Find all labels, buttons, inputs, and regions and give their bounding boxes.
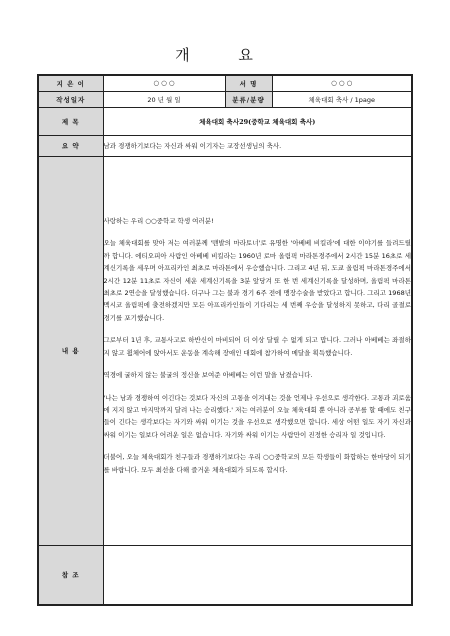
date-row bbox=[38, 91, 412, 107]
content-paragraph: 더불어, 오늘 체육대회가 친구들과 경쟁하기보다는 우리 ○○중학교의 모든 학생들이 화합하는 한마당이 되기를 바랍니다. 모두 최선을 다해 즐거운 체육대회가 되도록 합시다. bbox=[103, 453, 411, 474]
author-label: 지 은 이 bbox=[38, 75, 103, 91]
summary-row bbox=[38, 135, 412, 156]
content-row bbox=[38, 156, 412, 545]
content-label: 내 용 bbox=[38, 156, 103, 545]
subject-value: 체육대회 축사29(중학교 체육대회 축사) bbox=[103, 107, 412, 135]
content-paragraph: 그로부터 1년 후, 교통사고로 하반신이 마비되어 더 이상 달릴 수 없게 되고 맙니다. 그러나 아베베는 좌절하지 않고 휠체어에 앉아서도 운동을 계속해 장애인 대회에 참가하여 메달을 획득했습니다. bbox=[103, 336, 411, 357]
date-label: 작성일자 bbox=[38, 91, 103, 107]
page-title: 개 요 bbox=[175, 46, 275, 64]
subject-row bbox=[38, 107, 412, 135]
summary-form-table bbox=[37, 74, 413, 606]
category-value: 체육대회 축사 / 1page bbox=[272, 91, 412, 107]
reference-row bbox=[38, 545, 412, 605]
reference-value bbox=[103, 545, 412, 605]
summary-value: 남과 경쟁하기보다는 자신과 싸워 이기자는 교장선생님의 축사. bbox=[103, 135, 412, 156]
date-value: 20 년 월 일 bbox=[103, 91, 225, 107]
signature-value: ○ ○ ○ bbox=[272, 75, 412, 91]
author-value: ○ ○ ○ bbox=[103, 75, 225, 91]
content-body bbox=[103, 156, 412, 545]
reference-label: 참 조 bbox=[38, 545, 103, 605]
content-paragraph: '나는 남과 경쟁하여 이긴다는 것보다 자신의 고통을 이겨내는 것을 언제나 우선으로 생각한다. 고통과 괴로움에 지지 않고 마지막까지 달려 나는 승리했다.' 저는 여러분이 오늘 체육대회 뿐 아니라 공부를 할 때에도 친구들이 긴다는 생각보다는 자기와 싸워 이기는 것을 우선으로 생각했으면 합니다. 세상 어떤 일도 자기 자신과 싸워 이기는 일보다 어려운 일은 없습니다. 자기와 싸워 이기는 사람만이 진정한 승리자 일 것입니다. bbox=[103, 393, 411, 439]
content-paragraph: 오늘 체육대회를 맞아 저는 여러분께 '맨발의 마라토너'로 유명한 '아베베 비킬라'에 대한 이야기를 들려드릴까 합니다. 에티오피아 사람인 아베베 비킬라는 1960년 로마 올림픽 마라톤경주에서 2시간 15분 16초로 세계신기록을 세우며 아프리카인 최초로 마라톤에서 우승했습니다. 그리고 4년 뒤, 도쿄 올림픽 마라톤경주에서 2시간 12분 11초로 자신이 세운 세계신기록을 3분 앞당겨 또 한 번 세계신기록을 달성하며, 올림픽 마라톤 최초로 2연승을 달성했습니다. 더구나 그는 불과 경기 6주 전에 맹장수술을 받았다고 합니다. 그리고 1968년 멕시코 올림픽에 출전하겠지만 모든 아프리카인들이 기다리는 세 번째 우승을 달성하지 못하고, 다리 골절로 경기를 포기했습니다. bbox=[103, 239, 411, 322]
content-paragraph: 역경에 굴하지 않는 불굴의 정신을 보여준 아베베는 이런 말을 남겼습니다. bbox=[103, 371, 313, 380]
summary-label: 요 약 bbox=[38, 135, 103, 156]
category-label: 분류/분량 bbox=[225, 91, 272, 107]
signature-label: 서 명 bbox=[225, 75, 272, 91]
author-row bbox=[38, 75, 412, 91]
subject-label: 제 목 bbox=[38, 107, 103, 135]
content-paragraph: 사랑하는 우리 ○○중학교 학생 여러분! bbox=[103, 217, 214, 226]
